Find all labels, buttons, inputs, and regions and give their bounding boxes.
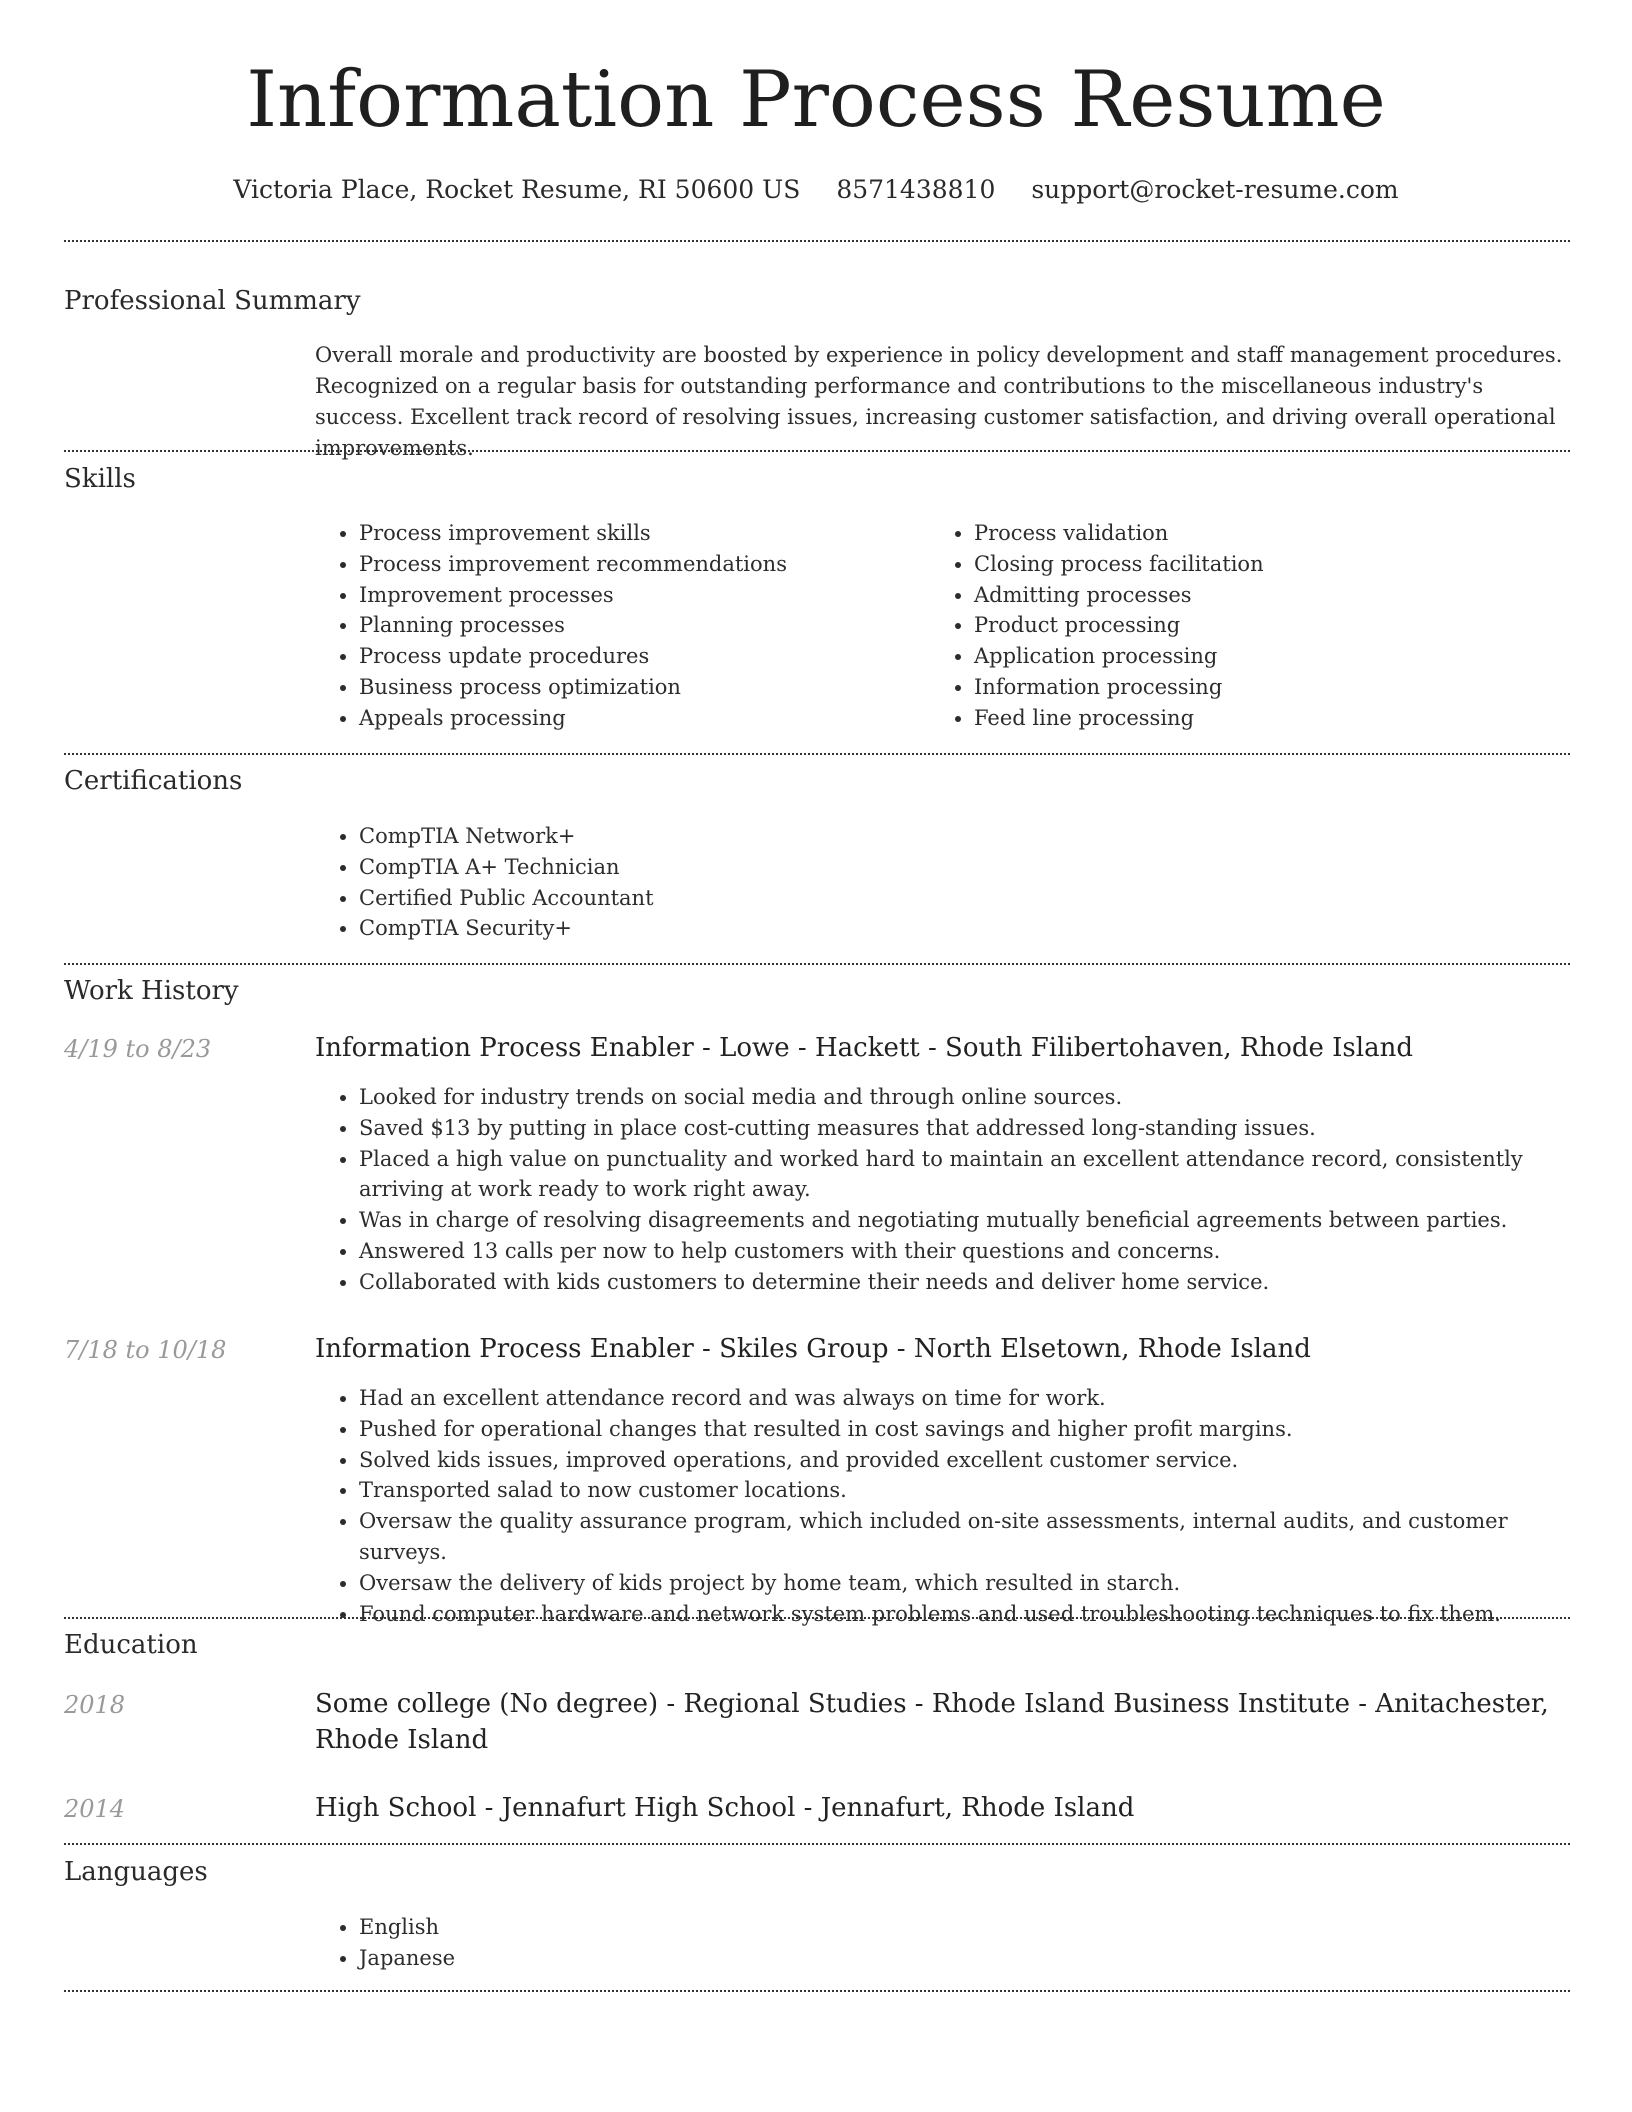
education-entry [315,1790,1570,1826]
job-bullet: • Pushed for operational changes that resulted in cost savings and higher profit margins. [359,1414,1599,1445]
section-divider [64,1843,1570,1845]
job-bullet: • Collaborated with kids customers to determine their needs and deliver home service. [359,1267,1599,1298]
education-year: 2014 [64,1795,126,1823]
section-divider [64,450,1570,452]
job-bullet: • Found computer hardware and network system problems and used troubleshooting techniques to fix them. [359,1599,1599,1630]
skill-item: • Process update procedures [359,641,919,672]
job-bullet: • Solved kids issues, improved operations, and provided excellent customer service. [359,1445,1599,1476]
job-bullet: • Had an excellent attendance record and was always on time for work. [359,1383,1599,1414]
education-year: 2018 [64,1691,126,1719]
skill-item: • Improvement processes [359,580,919,611]
skill-item: • Process improvement skills [359,518,919,549]
contact-line [0,172,1632,208]
certification-item: • CompTIA A+ Technician [359,852,1559,883]
skill-item: • Process improvement recommendations [359,549,919,580]
contact-phone: 8571438810 [836,175,996,204]
contact-email: support@rocket-resume.com [1031,175,1399,204]
skills-list-right [930,518,1574,734]
education-heading: Education [64,1630,198,1660]
job-title [315,1331,1570,1367]
section-divider [64,963,1570,965]
certifications-heading: Certifications [64,766,243,796]
job-employer-location: - Skiles Group - North Elsetown, Rhode Island [693,1334,1311,1364]
job-bullet: • Was in charge of resolving disagreements and negotiating mutually beneficial agreements between parties. [359,1205,1599,1236]
certification-item: • CompTIA Network+ [359,821,1559,852]
certifications-list [315,821,1559,944]
job-role: Information Process Enabler [315,1033,694,1063]
job-dates: 7/18 to 10/18 [64,1336,227,1364]
job-bullets [315,1082,1599,1298]
certification-item: • Certified Public Accountant [359,883,1559,914]
job-bullet: • Oversaw the quality assurance program, which included on-site assessments, internal audits, and customer surveys. [359,1506,1599,1568]
skill-item: • Application processing [974,641,1574,672]
job-bullet: • Oversaw the delivery of kids project by home team, which resulted in starch. [359,1568,1599,1599]
skill-item: • Information processing [974,672,1574,703]
resume-name: Information Process Resume [246,55,1386,145]
education-school: - Rhode Island Business Institute - Anitachester, Rhode Island [315,1689,1549,1755]
skills-heading: Skills [64,464,136,494]
job-bullet: • Placed a high value on punctuality and worked hard to maintain an excellent attendance record, consistently arriving at work ready to work right away. [359,1144,1599,1206]
section-divider [64,1617,1570,1619]
job-bullets [315,1383,1599,1629]
job-bullet: • Looked for industry trends on social media and through online sources. [359,1082,1599,1113]
skill-item: • Business process optimization [359,672,919,703]
section-divider [64,753,1570,755]
education-school: - Jennafurt High School - Jennafurt, Rhode Island [476,1793,1135,1823]
skill-item: • Appeals processing [359,703,919,734]
job-bullet: • Saved $13 by putting in place cost-cutting measures that addressed long-standing issues. [359,1113,1599,1144]
skill-item: • Admitting processes [974,580,1574,611]
skill-item: • Process validation [974,518,1574,549]
skill-item: • Closing process facilitation [974,549,1574,580]
summary-text: Overall morale and productivity are boosted by experience in policy development and staff management procedures. Recognized on a regular basis for outstanding performance and contributions to the miscellaneous industry's success. Excellent track record of resolving issues, increasing customer satisfaction, and driving overall operational improvements. [315,343,1563,460]
section-divider [64,1990,1570,1992]
job-employer-location: - Lowe - Hackett - South Filibertohaven, Rhode Island [693,1033,1413,1063]
languages-list [315,1912,959,1974]
job-title [315,1030,1570,1066]
skill-item: • Product processing [974,610,1574,641]
skills-list-left [315,518,919,734]
education-entry [315,1686,1570,1758]
skill-item: • Feed line processing [974,703,1574,734]
education-degree: High School [315,1793,477,1823]
certification-item: • CompTIA Security+ [359,913,1559,944]
job-role: Information Process Enabler [315,1334,694,1364]
language-item: • Japanese [359,1943,959,1974]
skill-item: • Planning processes [359,610,919,641]
section-divider [64,240,1570,242]
language-item: • English [359,1912,959,1943]
job-bullet: • Answered 13 calls per now to help customers with their questions and concerns. [359,1236,1599,1267]
work-history-heading: Work History [64,976,239,1006]
summary-heading: Professional Summary [64,286,361,316]
contact-address: Victoria Place, Rocket Resume, RI 50600 US [233,175,801,204]
job-bullet: • Transported salad to now customer locations. [359,1475,1599,1506]
job-dates: 4/19 to 8/23 [64,1035,212,1063]
languages-heading: Languages [64,1857,208,1887]
education-degree: Some college (No degree) - Regional Studies [315,1689,907,1719]
